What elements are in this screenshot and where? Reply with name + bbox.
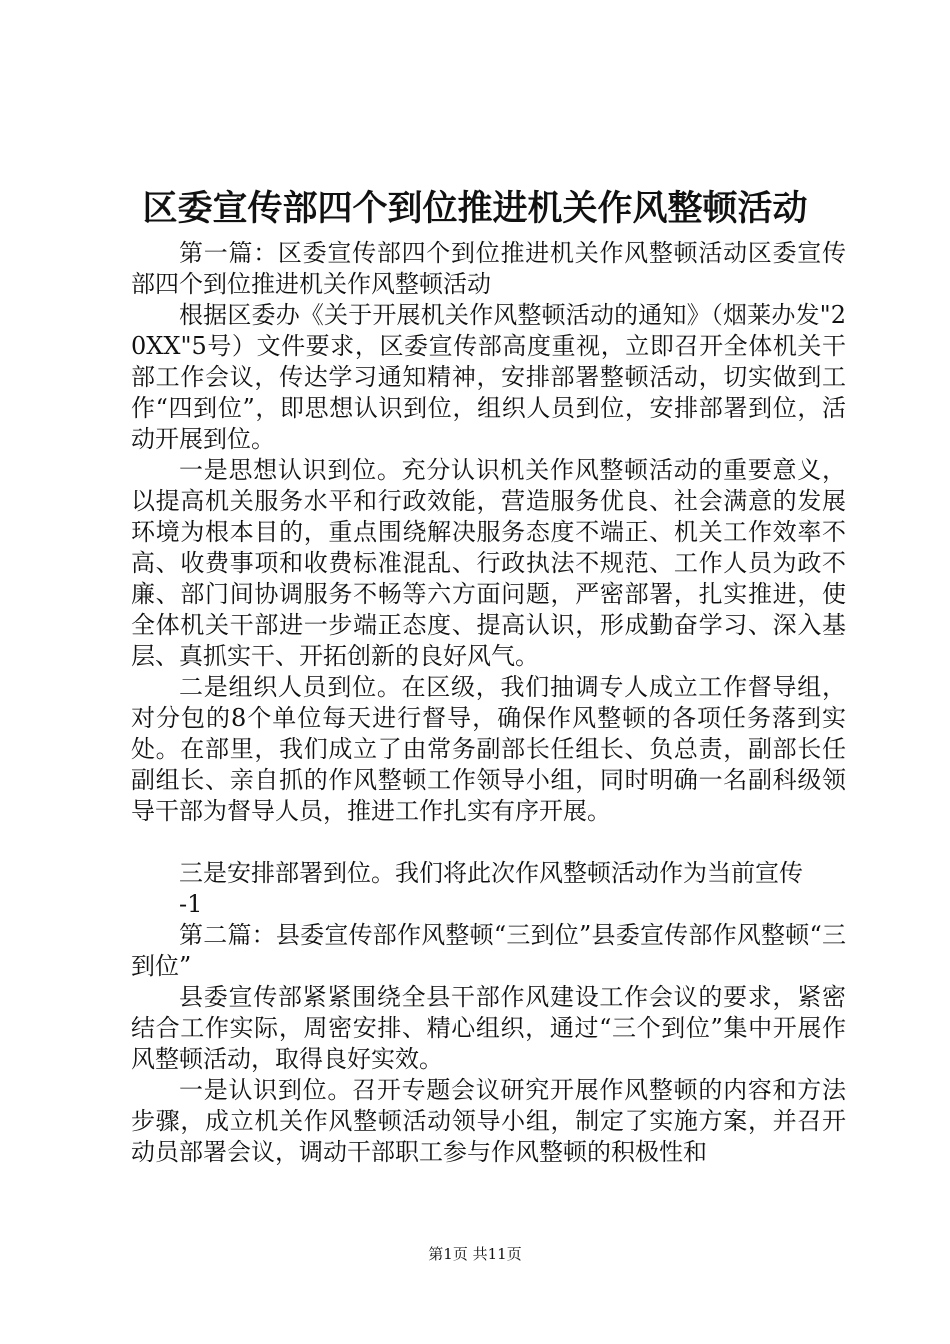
page-marker: -1: [179, 890, 203, 918]
paragraph-8: 一是认识到位。召开专题会议研究开展作风整顿的内容和方法步骤，成立机关作风整顿活动领导小组，制定了实施方案，并召开动员部署会议，调动干部职工参与作风整顿的积极性和: [131, 1076, 846, 1166]
paragraph-5: 三是安排部署到位。我们将此次作风整顿活动作为当前宣传: [179, 859, 803, 887]
page-footer: 第1页 共11页: [428, 1245, 522, 1263]
paragraph-2: 根据区委办《关于开展机关作风整顿活动的通知》（烟莱办发"20XX"5号）文件要求，区委宣传部高度重视，立即召开全体机关干部工作会议，传达学习通知精神，安排部署整顿活动，切实做到工作“四到位”，即思想认识到位，组织人员到位，安排部署到位，活动开展到位。: [131, 301, 846, 453]
paragraph-6: 第二篇：县委宣传部作风整顿“三到位”县委宣传部作风整顿“三到位”: [131, 921, 846, 980]
paragraph-3: 一是思想认识到位。充分认识机关作风整顿活动的重要意义，以提高机关服务水平和行政效能，营造服务优良、社会满意的发展环境为根本目的，重点围绕解决服务态度不端正、机关工作效率不高、收费事项和收费标准混乱、行政执法不规范、工作人员为政不廉、部门间协调服务不畅等六方面问题，严密部署，扎实推进，使全体机关干部进一步端正态度、提高认识，形成勤奋学习、深入基层、真抓实干、开拓创新的良好风气。: [131, 456, 846, 670]
paragraph-4: 二是组织人员到位。在区级，我们抽调专人成立工作督导组，对分包的8个单位每天进行督导，确保作风整顿的各项任务落到实处。在部里，我们成立了由常务副部长任组长、负总责，副部长任副组长、亲自抓的作风整顿工作领导小组，同时明确一名副科级领导干部为督导人员，推进工作扎实有序开展。: [131, 673, 846, 825]
paragraph-7: 县委宣传部紧紧围绕全县干部作风建设工作会议的要求，紧密结合工作实际，周密安排、精心组织，通过“三个到位”集中开展作风整顿活动，取得良好实效。: [131, 983, 846, 1073]
document-title: 区委宣传部四个到位推进机关作风整顿活动: [142, 189, 808, 229]
paragraph-1: 第一篇：区委宣传部四个到位推进机关作风整顿活动区委宣传部四个到位推进机关作风整顿活动: [131, 239, 846, 298]
document-body: [131, 238, 846, 1168]
